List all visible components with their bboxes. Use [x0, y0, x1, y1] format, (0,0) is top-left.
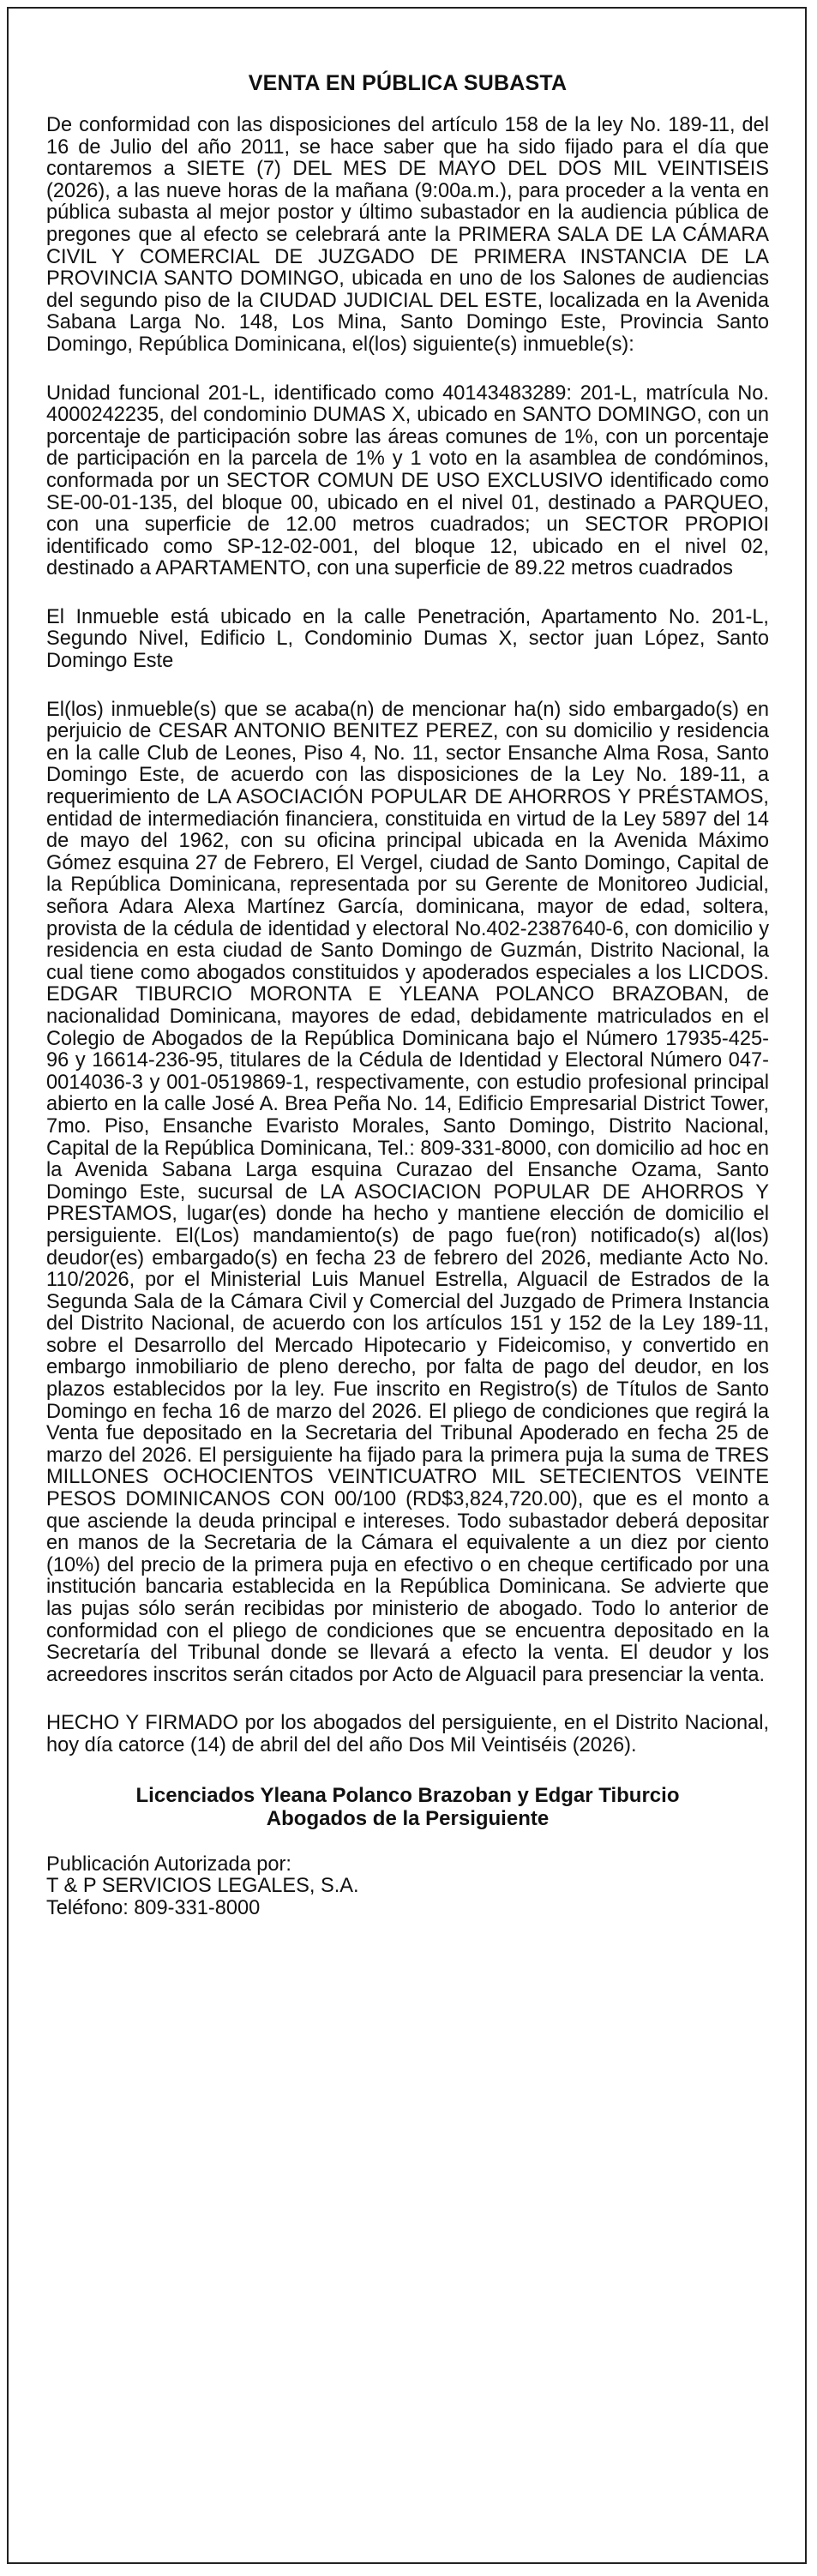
signature-names: Licenciados Yleana Polanco Brazoban y Edgar Tiburcio — [135, 1783, 680, 1807]
paragraph-property-location: El Inmueble está ubicado en la calle Penetración, Apartamento No. 201-L, Segundo Nivel, Edificio L, Condominio Dumas X, sector juan López, Santo Domingo Este — [46, 605, 769, 673]
signature-block — [46, 1784, 769, 1830]
paragraph-auction-date: De conformidad con las disposiciones del artículo 158 de la ley No. 189-11, del 16 de Julio del año 2011, se hace saber que ha sido fijado para el día que contaremos a SIETE (7) DEL MES DE MAYO DEL DOS MIL VEINTISEIS (2026), a las nueve horas de la mañana (9:00a.m.), para proceder a la venta en pública subasta al mejor postor y último subastador en la audiencia pública de pregones que al efecto se celebrará ante la PRIMERA SALA DE LA CÁMARA CIVIL Y COMERCIAL DE JUZGADO DE PRIMERA INSTANCIA DE LA PROVINCIA SANTO DOMINGO, ubicada en uno de los Salones de audiencias del segundo piso de la CIUDAD JUDICIAL DEL ESTE, localizada en la Avenida Sabana Larga No. 148, Los Mina, Santo Domingo Este, Provincia Santo Domingo, República Dominicana, el(los) siguiente(s) inmueble(s): — [46, 114, 769, 356]
publication-block — [46, 1854, 769, 1920]
paragraph-signed: HECHO Y FIRMADO por los abogados del persiguiente, en el Distrito Nacional, hoy día catorce (14) de abril del del año Dos Mil Veintiséis (2026). — [46, 1712, 769, 1756]
notice-title: VENTA EN PÚBLICA SUBASTA — [248, 71, 568, 95]
publication-company: T & P SERVICIOS LEGALES, S.A. — [46, 1875, 359, 1898]
paragraph-property-description: Unidad funcional 201-L, identificado como 40143483289: 201-L, matrícula No. 4000242235, del condominio DUMAS X, ubicado en SANTO DOMINGO, con un porcentaje de participación sobre las áreas comunes de 1%, con un porcentaje de participación en la parcela de 1% y 1 voto en la asamblea de condóminos, conformada por un SECTOR COMUN DE USO EXCLUSIVO identificado como SE-00-01-135, del bloque 00, ubicado en el nivel 01, destinado a PARQUEO, con una superficie de 12.00 metros cuadrados; un SECTOR PROPIOI identificado como SP-12-02-001, del bloque 12, ubicado en el nivel 02, destinado a APARTAMENTO, con una superficie de 89.22 metros cuadrados — [46, 381, 769, 580]
publication-phone: Teléfono: 809-331-8000 — [46, 1896, 261, 1919]
publication-label: Publicación Autorizada por: — [46, 1852, 291, 1876]
legal-notice — [7, 7, 807, 2564]
paragraph-seizure-details: El(los) inmueble(s) que se acaba(n) de mencionar ha(n) sido embargado(s) en perjuicio de CESAR ANTONIO BENITEZ PEREZ, con su domicilio y residencia en la calle Club de Leones, Piso 4, No. 11, sector Ensanche Alma Rosa, Santo Domingo Este, de acuerdo con las disposiciones de la Ley No. 189-11, a requerimiento de LA ASOCIACIÓN POPULAR DE AHORROS Y PRÉSTAMOS, entidad de intermediación financiera, constituida en virtud de la Ley 5897 del 14 de mayo del 1962, con su oficina principal ubicada en la Avenida Máximo Gómez esquina 27 de Febrero, El Vergel, ciudad de Santo Domingo, Capital de la República Dominicana, representada por su Gerente de Monitoreo Judicial, señora Adara Alexa Martínez García, dominicana, mayor de edad, soltera, provista de la cédula de identidad y electoral No.402-2387640-6, con domicilio y residencia en esta ciudad de Santo Domingo de Guzmán, Distrito Nacional, la cual tiene como abogados constituidos y apoderados especiales a los LICDOS. EDGAR TIBURCIO MORONTA E YLEANA POLANCO BRAZOBAN, de nacionalidad Dominicana, mayores de edad, debidamente matriculados en el Colegio de Abogados de la República Dominicana bajo el Número 17935-425-96 y 16614-236-95, titulares de la Cédula de Identidad y Electoral Número 047-0014036-3 y 001-0519869-1, respectivamente, con estudio profesional principal abierto en la calle José A. Brea Peña No. 14, Edificio Empresarial District Tower, 7mo. Piso, Ensanche Evaristo Morales, Santo Domingo, Distrito Nacional, Capital de la República Dominicana, Tel.: 809-331-8000, con domicilio ad hoc en la Avenida Sabana Larga esquina Curazao del Ensanche Ozama, Santo Domingo Este, sucursal de LA ASOCIACION POPULAR DE AHORROS Y PRESTAMOS, lugar(es) donde ha hecho y mantiene elección de domicilio el persiguiente. El(Los) mandamiento(s) de pago fue(ron) notificado(s) al(los) deudor(es) embargado(s) en fecha 23 de febrero del 2026, mediante Acto No. 110/2026, por el Ministerial Luis Manuel Estrella, Alguacil de Estrados de la Segunda Sala de la Cámara Civil y Comercial del Juzgado de Primera Instancia del Distrito Nacional, de acuerdo con los artículos 151 y 152 de la Ley 189-11, sobre el Desarrollo del Mercado Hipotecario y Fideicomiso, y convertido en embargo inmobiliario de pleno derecho, por falta de pago del deudor, en los plazos establecidos por la ley. Fue inscrito en Registro(s) de Títulos de Santo Domingo en fecha 16 de marzo del 2026. El pliego de condiciones que regirá la Venta fue depositado en la Secretaria del Tribunal Apoderado en fecha 25 de marzo del 2026. El persiguiente ha fijado para la primera puja la suma de TRES MILLONES OCHOCIENTOS VEINTICUATRO MIL SETECIENTOS VEINTE PESOS DOMINICANOS CON 00/100 (RD$3,824,720.00), que es el monto a que asciende la deuda principal e intereses. Todo subastador deberá depositar en manos de la Secretaria de la Cámara el equivalente a un diez por ciento (10%) del precio de la primera puja en efectivo o en cheque certificado por una institución bancaria establecida en la República Dominicana. Se advierte que las pujas sólo serán recibidas por ministerio de abogado. Todo lo anterior de conformidad con el pliego de condiciones que se encuentra depositado en la Secretaría del Tribunal donde se llevará a efecto la venta. El deudor y los acreedores inscritos serán citados por Acto de Alguacil para presenciar la venta. — [46, 698, 769, 1686]
signature-role: Abogados de la Persiguiente — [266, 1806, 550, 1830]
